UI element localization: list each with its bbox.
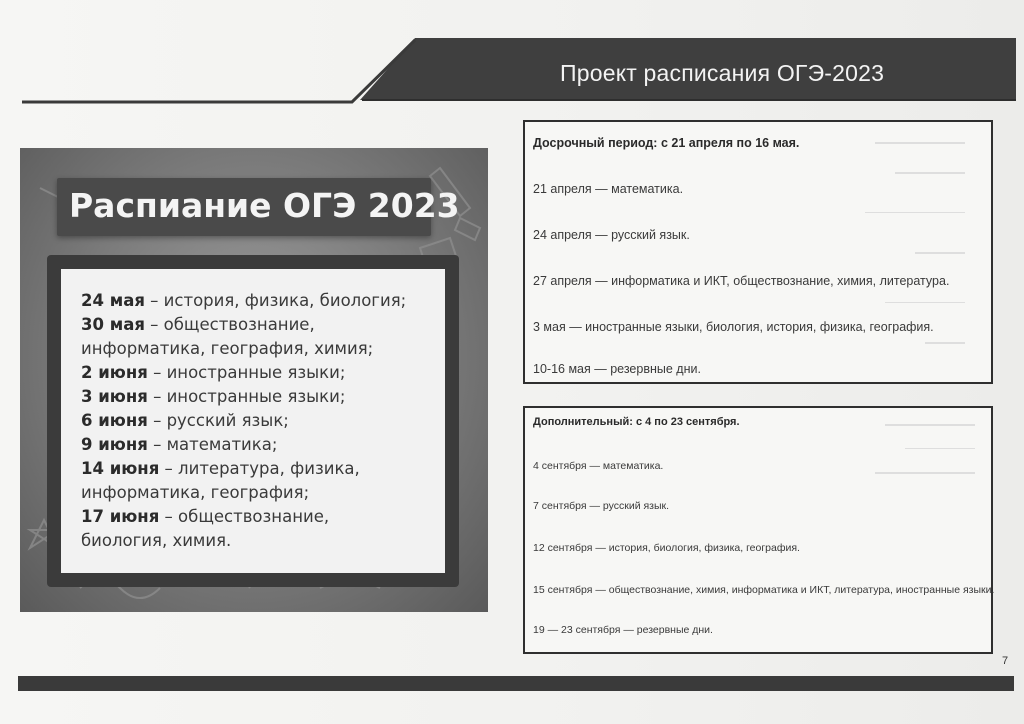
early-period-item: 10-16 мая — резервные дни. xyxy=(533,362,701,376)
schedule-poster xyxy=(20,148,488,612)
early-period-item: 3 мая — иностранные языки, биология, история, физика, география. xyxy=(533,320,934,334)
scan-noise-decoration xyxy=(855,132,985,372)
footer-bar xyxy=(18,676,1014,691)
additional-period-heading: Дополнительный: с 4 по 23 сентября. xyxy=(533,416,740,428)
schedule-line: 24 мая – история, физика, биология; xyxy=(81,291,407,310)
additional-period-item: 19 — 23 сентября — резервные дни. xyxy=(533,624,713,636)
schedule-line: 9 июня – математика; xyxy=(81,435,278,454)
poster-title: Распиание ОГЭ 2023 xyxy=(69,186,460,225)
early-period-item: 27 апреля — информатика и ИКТ, обществознание, химия, литература. xyxy=(533,274,950,288)
poster-title-plate xyxy=(57,178,460,236)
page-number: 7 xyxy=(1002,655,1009,667)
additional-period-item: 15 сентября — обществознание, химия, информатика и ИКТ, литература, иностранные языки. xyxy=(533,584,995,596)
poster-schedule-list xyxy=(61,269,445,573)
early-period-item: 24 апреля — русский язык. xyxy=(533,228,690,242)
schedule-line: 30 мая – обществознание, xyxy=(81,315,315,334)
additional-period-box xyxy=(523,406,993,654)
schedule-line: 14 июня – литература, физика, xyxy=(81,459,360,478)
schedule-line: 6 июня – русский язык; xyxy=(81,411,289,430)
schedule-line: биология, химия. xyxy=(81,531,232,550)
schedule-line: 2 июня – иностранные языки; xyxy=(81,363,346,382)
page-title: Проект расписания ОГЭ-2023 xyxy=(560,60,885,86)
additional-period-item: 7 сентября — русский язык. xyxy=(533,500,670,512)
poster-frame xyxy=(47,255,459,587)
early-period-box xyxy=(523,120,993,384)
additional-period-item: 4 сентября — математика. xyxy=(533,460,664,472)
early-period-heading: Досрочный период: с 21 апреля по 16 мая. xyxy=(533,136,800,150)
scan-noise-decoration xyxy=(865,414,985,494)
early-period-item: 21 апреля — математика. xyxy=(533,182,684,196)
schedule-line: информатика, география; xyxy=(81,483,310,502)
schedule-line: 3 июня – иностранные языки; xyxy=(81,387,346,406)
schedule-line: 17 июня – обществознание, xyxy=(81,507,330,526)
schedule-line: информатика, география, химия; xyxy=(81,339,374,358)
additional-period-item: 12 сентября — история, биология, физика, география. xyxy=(533,542,800,554)
